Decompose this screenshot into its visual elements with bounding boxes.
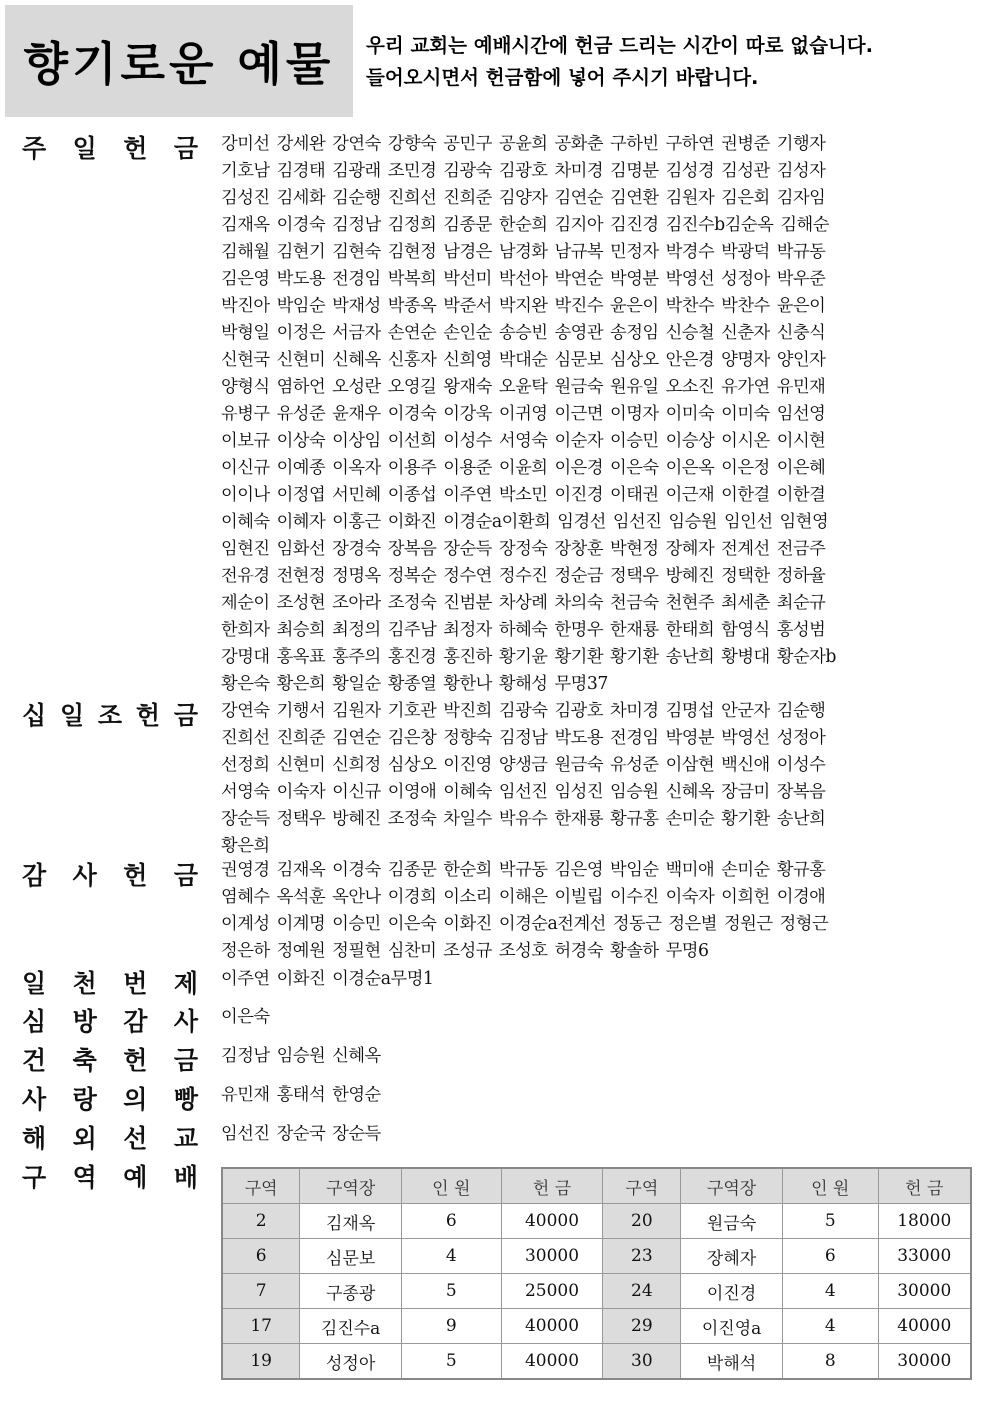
district-cell: 29 [603,1309,681,1344]
offering-cell: 40000 [878,1309,971,1344]
label-sunday-offering [22,134,198,164]
offering-cell: 18000 [878,1204,971,1239]
leader-cell: 김진수a [300,1309,402,1344]
leader-cell: 이진영a [681,1309,783,1344]
offering-notice [366,30,986,94]
district-cell: 6 [222,1239,300,1274]
names-sunday-offering: 강미선 강세완 강연숙 강향숙 공민구 공윤희 공화춘 구하빈 구하연 권병준 기행자 기호남 김경태 김광래 조민경 김광숙 김광호 차미경 김명분 김성경 김성관 김성자 김성진 김세화 김순행 진희선 진희준 김양자 김연순 김연환 김원자 김은회 김자임 김재옥 이경숙 김정남 김정희 김종문 한순희 김지아 김진경 김진수b김순옥 김해순 김해월 김현기 김현숙 김현정 남경은 남경화 남규복 민정자 박경수 박광덕 박규동 김은영 박도용 전경임 박복희 박선미 박선아 박연순 박영분 박영선 성정아 박우준 박진아 박임순 박재성 박종옥 박준서 박지완 박진수 윤은이 박찬수 박찬수 윤은이 박형일 이정은 서금자 손연순 손인순 송승빈 송영관 송정임 신승철 신춘자 신충식 신현국 신현미 신혜옥 신홍자 신희영 박대순 심문보 심상오 안은경 양명자 양인자 양형식 염하언 오성란 오영길 왕재숙 오윤탁 원금숙 원유일 오소진 유가연 유민재 유병구 유성준 윤재우 이경숙 이강욱 이귀영 이근면 이명자 이미숙 이미숙 임선영 이보규 이상숙 이상임 이선희 이성수 서영숙 이순자 이승민 이승상 이시온 이시현 이신규 이예종 이옥자 이용주 이용준 이윤희 이은경 이은숙 이은옥 이은정 이은혜 이이나 이정엽 서민혜 이종섭 이주연 박소민 이진경 이태권 이근재 이한결 이한결 이혜숙 이혜자 이홍근 이화진 이경순a이환희 임경선 임선진 임승원 임인선 임현영 임현진 임화선 장경숙 장복음 장순득 장정숙 장창훈 박현정 장혜자 전계선 전금주 전유경 전현정 정명옥 정복순 정수연 정수진 정순금 정택우 방혜진 정택한 정하율 제순이 조성현 조아라 조정숙 진범분 차상례 차의숙 천금숙 천현주 최세춘 최순규 한희자 최승희 최정의 김주남 최정자 하혜숙 한명우 한재룡 한태희 함영식 홍성범 강명대 홍옥표 홍주의 홍진경 홍진하 황기윤 황기환 황기환 송난희 황병대 황순자b 황은숙 황은희 황일순 황종열 황한나 황해성 무명37 [221,134,836,694]
label-char: 랑 [72,1085,97,1114]
page-title: 향기로운 예물 [23,37,335,91]
col-header-district: 구역 [603,1168,681,1204]
label-char: 헌 [123,861,148,890]
label-char: 축 [72,1046,97,1075]
count-cell: 6 [401,1204,501,1239]
offering-cell: 30000 [878,1344,971,1380]
district-cell: 30 [603,1344,681,1380]
offering-cell: 40000 [501,1204,603,1239]
names-building: 김정남 임승원 신혜옥 [221,1046,381,1066]
col-header-count: 인 원 [401,1168,501,1204]
label-char: 의 [123,1085,148,1114]
label-char: 방 [72,1007,97,1036]
label-char: 일 [59,701,85,730]
label-char: 구 [22,1163,47,1192]
table-row [222,1344,971,1380]
label-char: 헌 [123,134,148,163]
label-char: 금 [173,134,198,163]
label-char: 빵 [173,1085,198,1114]
label-building [22,1046,198,1076]
count-cell: 9 [401,1309,501,1344]
names-bread-of-love: 유민재 홍태석 한영순 [221,1085,381,1105]
count-cell: 6 [782,1239,878,1274]
names-visitation: 이은숙 [221,1007,270,1027]
names-overseas-mission: 임선진 장순국 장순득 [221,1124,381,1144]
col-header-offering: 헌 금 [878,1168,971,1204]
label-char: 조 [97,701,123,730]
table-row [222,1274,971,1309]
label-char: 역 [72,1163,97,1192]
district-cell: 23 [603,1239,681,1274]
label-char: 외 [72,1124,97,1153]
label-char: 금 [173,1046,198,1075]
district-cell: 2 [222,1204,300,1239]
label-char: 금 [173,861,198,890]
label-district-worship [22,1163,198,1193]
leader-cell: 원금숙 [681,1204,783,1239]
district-cell: 19 [222,1344,300,1380]
label-char: 주 [22,134,47,163]
label-char: 천 [72,969,97,998]
table-row [222,1204,971,1239]
label-char: 배 [173,1163,198,1192]
label-char: 금 [173,701,198,730]
offering-cell: 30000 [501,1239,603,1274]
count-cell: 5 [401,1344,501,1380]
leader-cell: 심문보 [300,1239,402,1274]
leader-cell: 이진경 [681,1274,783,1309]
notice-line-2: 들어오시면서 헌금함에 넣어 주시기 바랍니다. [366,66,759,89]
leader-cell: 김재옥 [300,1204,402,1239]
names-tithe: 강연숙 기행서 김원자 기호관 박진희 김광숙 김광호 차미경 김명섭 안군자 김순행 진희선 진희준 김연순 김은창 정향숙 김정남 박도용 전경임 박영분 박영선 성정아 선정희 신현미 신희정 심상오 이진영 양생금 원금숙 유성준 이삼현 백신애 이성수 서영숙 이숙자 이신규 이영애 이혜숙 임선진 임성진 임승원 신혜옥 장금미 장복음 장순득 정택우 방혜진 조정숙 차일수 박유수 한재룡 황규홍 손미순 황기환 송난희 황은희 [221,701,826,856]
table-header-row [222,1168,971,1204]
col-header-leader: 구역장 [300,1168,402,1204]
label-char: 감 [123,1007,148,1036]
leader-cell: 박해석 [681,1344,783,1380]
label-char: 일 [72,134,97,163]
label-char: 헌 [135,701,161,730]
leader-cell: 성정아 [300,1344,402,1380]
leader-cell: 장혜자 [681,1239,783,1274]
offering-cell: 25000 [501,1274,603,1309]
label-char: 선 [123,1124,148,1153]
table-row [222,1239,971,1274]
leader-cell: 구종광 [300,1274,402,1309]
label-char: 사 [173,1007,198,1036]
label-char: 헌 [123,1046,148,1075]
label-char: 일 [22,969,47,998]
label-char: 심 [22,1007,47,1036]
notice-line-1: 우리 교회는 예배시간에 헌금 드리는 시간이 따로 없습니다. [366,34,874,57]
names-thanksgiving: 권영경 김재옥 이경숙 김종문 한순희 박규동 김은영 박임순 백미애 손미순 황규홍 염혜수 옥석훈 옥안나 이경희 이소리 이해은 이빌립 이수진 이숙자 이희헌 이경애 이계성 이계명 이승민 이은숙 이화진 이경순a전계선 정동근 정은별 정원근 정형근 정은하 정예원 정필현 심찬미 조성규 조성호 허경숙 황솔하 무명6 [221,860,829,961]
label-char: 제 [173,969,198,998]
label-char: 감 [22,861,47,890]
district-worship-table [221,1167,972,1380]
district-cell: 7 [222,1274,300,1309]
col-header-count: 인 원 [782,1168,878,1204]
label-char: 번 [123,969,148,998]
col-header-district: 구역 [222,1168,300,1204]
names-ilcheon: 이주연 이화진 이경순a무명1 [221,969,434,989]
label-visitation [22,1007,198,1037]
count-cell: 8 [782,1344,878,1380]
offering-cell: 33000 [878,1239,971,1274]
count-cell: 4 [782,1274,878,1309]
count-cell: 5 [782,1204,878,1239]
label-char: 십 [22,701,47,730]
offering-cell: 40000 [501,1309,603,1344]
district-cell: 24 [603,1274,681,1309]
label-bread-of-love [22,1085,198,1115]
table-row [222,1309,971,1344]
col-header-leader: 구역장 [681,1168,783,1204]
col-header-offering: 헌 금 [501,1168,603,1204]
label-char: 교 [173,1124,198,1153]
count-cell: 5 [401,1274,501,1309]
district-cell: 17 [222,1309,300,1344]
count-cell: 4 [782,1309,878,1344]
title-box [5,5,353,117]
label-char: 사 [22,1085,47,1114]
label-thanksgiving [22,861,198,891]
label-tithe [22,701,198,731]
label-overseas-mission [22,1124,198,1154]
offering-cell: 40000 [501,1344,603,1380]
label-char: 해 [22,1124,47,1153]
offering-cell: 30000 [878,1274,971,1309]
label-char: 예 [123,1163,148,1192]
district-cell: 20 [603,1204,681,1239]
label-char: 건 [22,1046,47,1075]
label-char: 사 [72,861,97,890]
count-cell: 4 [401,1239,501,1274]
label-ilcheon [22,969,198,999]
